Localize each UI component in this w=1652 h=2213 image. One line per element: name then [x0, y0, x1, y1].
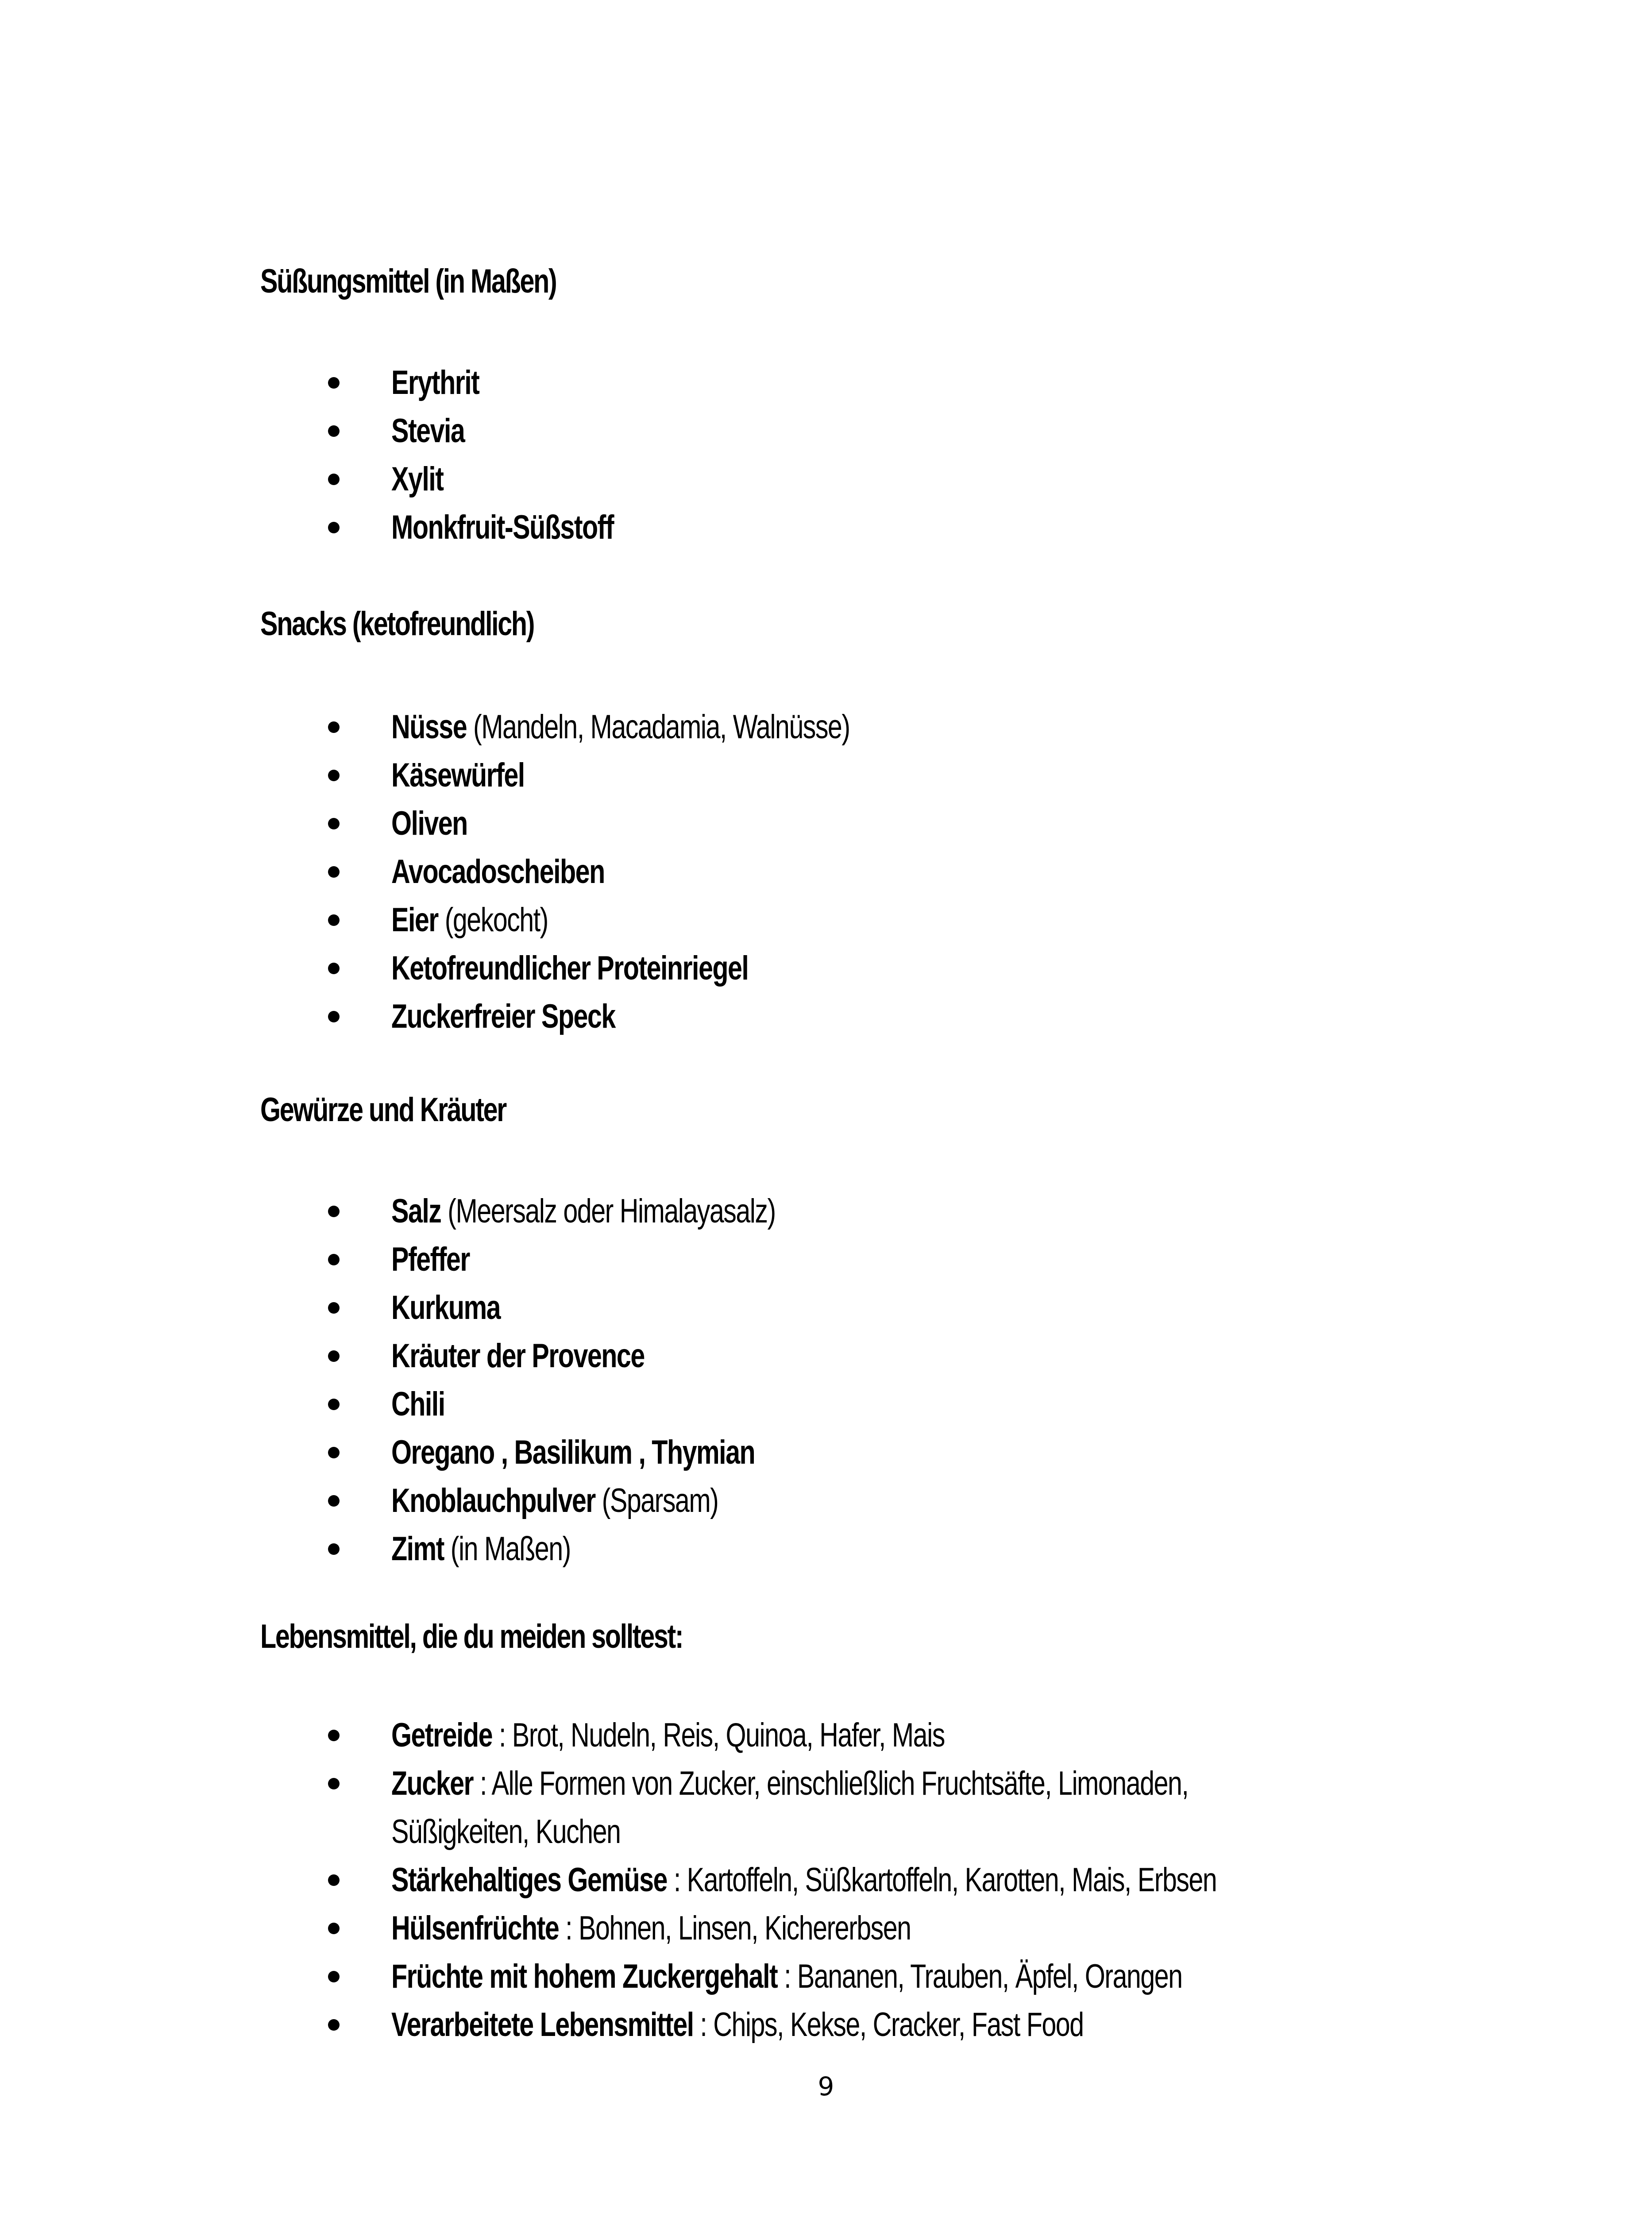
bullet-icon: [325, 1187, 343, 1235]
item-description: : Alle Formen von Zucker, einschließlich Fruchtsäfte, Limonaden,: [473, 1765, 1189, 1802]
section-heading-snacks: Snacks (ketofreundlich): [260, 605, 534, 643]
item-term: Pfeffer: [391, 1241, 470, 1278]
item-term: Avocadoscheiben: [391, 853, 605, 891]
bullet-icon: [325, 1380, 343, 1428]
bullet-icon: [325, 703, 343, 751]
item-term: Kurkuma: [391, 1289, 501, 1326]
item-description-continuation: Süßigkeiten, Kuchen: [391, 1813, 621, 1851]
section-heading-gewuerze: Gewürze und Kräuter: [260, 1091, 506, 1129]
bullet-icon: [325, 359, 343, 407]
item-description: (in Maßen): [444, 1530, 571, 1568]
page-number: 9: [818, 2071, 834, 2101]
bullet-icon: [325, 1284, 343, 1332]
bullet-icon: [325, 992, 343, 1041]
item-term: Hülsenfrüchte: [391, 1909, 559, 1947]
bullet-icon: [325, 1856, 343, 1904]
item-term: Salz: [391, 1192, 441, 1230]
item-description: (gekocht): [438, 901, 548, 939]
item-term: Ketofreundlicher Proteinriegel: [391, 949, 749, 987]
item-term: Stärkehaltiges Gemüse: [391, 1861, 667, 1899]
bullet-icon: [325, 455, 343, 503]
item-term: Zuckerfreier Speck: [391, 998, 615, 1035]
item-term: Oliven: [391, 805, 467, 842]
bullet-icon: [325, 896, 343, 944]
item-description: : Brot, Nudeln, Reis, Quinoa, Hafer, Mais: [492, 1716, 945, 1754]
item-term: Kräuter der Provence: [391, 1337, 645, 1375]
item-term: Getreide: [391, 1716, 493, 1754]
item-term: Eier: [391, 901, 438, 939]
item-term: Xylit: [391, 460, 444, 498]
bullet-icon: [325, 503, 343, 551]
item-term: Nüsse: [391, 708, 467, 746]
item-description: (Mandeln, Macadamia, Walnüsse): [467, 708, 850, 746]
item-description: : Chips, Kekse, Cracker, Fast Food: [693, 2006, 1084, 2043]
item-term: Monkfruit-Süßstoff: [391, 509, 614, 546]
section-heading-meiden: Lebensmittel, die du meiden solltest:: [260, 1618, 683, 1655]
item-description: : Bohnen, Linsen, Kichererbsen: [559, 1909, 911, 1947]
bullet-icon: [325, 2001, 343, 2049]
item-term: Knoblauchpulver: [391, 1482, 595, 1519]
item-description: : Bananen, Trauben, Äpfel, Orangen: [777, 1958, 1182, 1995]
bullet-icon: [325, 1711, 343, 1759]
item-term: Käsewürfel: [391, 756, 525, 794]
item-description: (Sparsam): [595, 1482, 718, 1519]
bullet-icon: [325, 944, 343, 992]
item-term: Erythrit: [391, 364, 479, 401]
bullet-icon: [325, 1235, 343, 1284]
bullet-icon: [325, 848, 343, 896]
bullet-icon: [325, 1428, 343, 1477]
bullet-icon: [325, 1525, 343, 1573]
bullet-icon: [325, 1477, 343, 1525]
bullet-icon: [325, 1759, 343, 1808]
item-description: (Meersalz oder Himalayasalz): [441, 1192, 776, 1230]
bullet-icon: [325, 1904, 343, 1952]
bullet-icon: [325, 799, 343, 848]
item-term: Zucker: [391, 1765, 474, 1802]
item-description: : Kartoffeln, Süßkartoffeln, Karotten, Mais, Erbsen: [667, 1861, 1217, 1899]
item-term: Früchte mit hohem Zuckergehalt: [391, 1958, 778, 1995]
item-term: Chili: [391, 1385, 445, 1423]
bullet-icon: [325, 407, 343, 455]
item-term: Oregano , Basilikum , Thymian: [391, 1434, 755, 1471]
bullet-icon: [325, 751, 343, 799]
item-term: Stevia: [391, 412, 465, 450]
item-term: Verarbeitete Lebensmittel: [391, 2006, 694, 2043]
item-term: Zimt: [391, 1530, 444, 1568]
section-heading-suessungsmittel: Süßungsmittel (in Maßen): [260, 262, 556, 300]
bullet-icon: [325, 1332, 343, 1380]
bullet-icon: [325, 1952, 343, 2001]
